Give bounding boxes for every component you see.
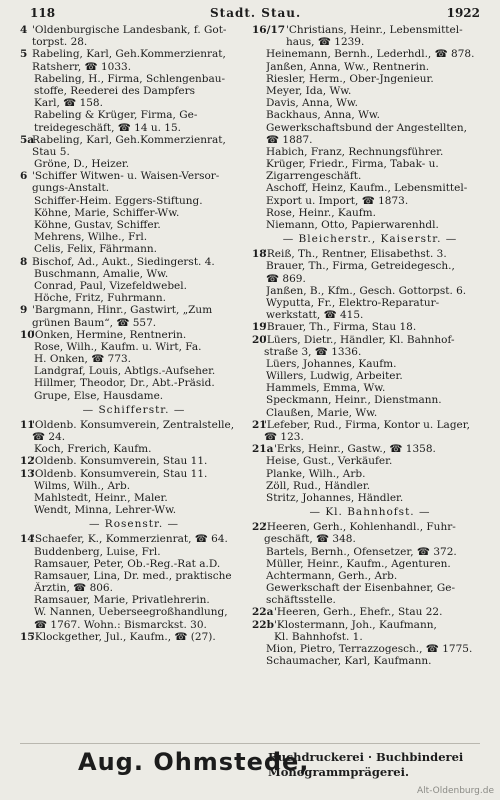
resident-list	[20, 268, 248, 305]
resident-line: 'Klockgether, Jul., Kaufm., ☎ (27).	[32, 630, 216, 643]
resident-line: 'Klostermann, Joh., Kaufmann,	[274, 618, 437, 631]
resident-line: gungs-Anstalt.	[32, 182, 110, 195]
resident-line: Ramsauer, Marie, Privatlehrerin.	[34, 594, 210, 607]
house-number: 21	[252, 418, 267, 431]
resident-line: stoffe, Reederei des Dampfers	[34, 84, 196, 97]
resident-line: Karl, ☎ 158.	[34, 97, 103, 110]
resident-line: Rabeling, Karl, Geh.Kommerzienrat,	[32, 48, 226, 61]
resident-line: Claußen, Marie, Ww.	[266, 406, 378, 419]
resident-line: Janßen, Anna, Ww., Rentnerin.	[266, 60, 430, 73]
house-entry	[20, 631, 248, 643]
footer-divider	[20, 743, 480, 744]
resident-line: Bischof, Ad., Aukt., Siedingerst. 4.	[32, 255, 215, 268]
resident-line: Ärztin, ☎ 806.	[34, 582, 113, 595]
resident-line: ☎ 123.	[264, 431, 304, 443]
resident-line: Backhaus, Anna, Ww.	[266, 109, 380, 122]
page-number: 118	[30, 6, 56, 20]
resident-line: 'Bargmann, Hinr., Gastwirt, „Zum	[32, 304, 213, 317]
resident-line: Gewerkschaft der Eisenbahner, Ge-	[266, 582, 456, 595]
resident-list	[252, 546, 488, 607]
resident-line: Achtermann, Gerh., Arb.	[266, 569, 398, 582]
resident-list	[20, 195, 248, 256]
resident-line: torpst. 28.	[32, 36, 88, 49]
resident-line: 'Christians, Heinr., Lebensmittel-	[286, 24, 463, 36]
resident-line: 'Onken, Hermine, Rentnerin.	[32, 328, 187, 341]
resident-line: Mion, Pietro, Terrazzogesch., ☎ 1775.	[266, 643, 473, 655]
house-entry	[20, 533, 248, 545]
house-number: 6	[20, 170, 28, 183]
resident-line: W. Nannen, Ueberseegroßhandlung,	[34, 606, 228, 619]
resident-list	[20, 546, 248, 631]
resident-line: Rabeling & Krüger, Firma, Ge-	[34, 109, 198, 122]
resident-line: ☎ 24.	[32, 431, 66, 443]
street-section-heading: — Kl. Bahnhofst. —	[309, 506, 431, 519]
resident-line: haus, ☎ 1239.	[286, 36, 365, 49]
resident-line: 'Reiß, Th., Rentner, Elisabethst. 3.	[264, 248, 447, 261]
resident-line: Wyputta, Fr., Elektro-Reparatur-	[266, 296, 440, 309]
resident-line: 'Brauer, Th., Firma, Stau 18.	[264, 321, 417, 334]
resident-line: 'Oldenb. Konsumverein, Stau 11.	[32, 467, 208, 480]
resident-line: Buschmann, Amalie, Ww.	[34, 267, 169, 280]
house-number: 9	[20, 304, 28, 317]
house-entry	[20, 48, 248, 72]
ad-brand: Aug. Ohmstede,	[78, 748, 310, 776]
house-number: 21a	[252, 443, 274, 456]
house-entry	[20, 256, 248, 268]
resident-line: Köhne, Marie, Schiffer-Ww.	[34, 206, 180, 219]
resident-list	[252, 358, 488, 419]
resident-line: Schaumacher, Karl, Kaufmann.	[266, 655, 432, 668]
resident-line: 'Lefeber, Rud., Firma, Kontor u. Lager,	[264, 418, 470, 431]
house-entry	[252, 24, 488, 48]
resident-line: Köhne, Gustav, Schiffer.	[34, 219, 161, 231]
advertisement-footer	[50, 748, 470, 788]
resident-line: Gröne, D., Heizer.	[34, 158, 130, 171]
resident-line: 'Oldenb. Konsumverein, Stau 11.	[32, 455, 208, 468]
resident-line: Stritz, Johannes, Händler.	[266, 491, 404, 504]
house-number: 22b	[252, 618, 274, 631]
resident-list	[252, 455, 488, 504]
house-number: 12	[20, 455, 35, 468]
house-number: 16/17	[252, 24, 286, 36]
resident-line: Habich, Franz, Rechnungsführer.	[266, 145, 444, 158]
ad-line-1: Buchdruckerei · Buchbinderei	[268, 750, 464, 764]
house-number: 11	[20, 418, 35, 431]
house-entry	[20, 170, 248, 194]
resident-line: 'Schiffer Witwen- u. Waisen-Versor-	[32, 170, 220, 183]
house-entry	[20, 419, 248, 443]
resident-line: ☎ 1887.	[266, 133, 313, 146]
house-number: 13	[20, 467, 35, 480]
resident-line: Zöll, Rud., Händler.	[266, 479, 371, 492]
resident-line: Müller, Heinr., Kaufm., Agenturen.	[266, 557, 451, 570]
house-number: 18	[252, 248, 267, 261]
resident-line: Ramsauer, Peter, Ob.-Reg.-Rat a.D.	[34, 557, 221, 570]
resident-line: H. Onken, ☎ 773.	[34, 353, 132, 366]
right-column	[252, 24, 488, 667]
resident-line: 'Oldenburgische Landesbank, f. Got-	[32, 24, 227, 36]
resident-line: Wendt, Minna, Lehrer-Ww.	[34, 504, 177, 517]
resident-line: Landgraf, Louis, Abtlgs.-Aufseher.	[34, 365, 216, 378]
resident-line: Ratsherr, ☎ 1033.	[32, 60, 132, 73]
resident-line: Brauer, Th., Firma, Getreidegesch.,	[266, 260, 455, 273]
resident-line: Gewerkschaftsbund der Angestellten,	[266, 121, 467, 134]
house-number: 4	[20, 24, 28, 36]
resident-line: 'Schaefer, K., Kommerzienrat, ☎ 64.	[32, 533, 228, 546]
resident-line: Hillmer, Theodor, Dr., Abt.-Präsid.	[34, 377, 215, 390]
resident-line: Mehrens, Wilhe., Frl.	[34, 231, 148, 244]
street-section-heading: — Bleicherstr., Kaiserstr. —	[282, 233, 458, 246]
resident-line: geschäft, ☎ 348.	[264, 533, 356, 546]
resident-list	[252, 48, 488, 231]
resident-line: Janßen, B., Kfm., Gesch. Gottorpst. 6.	[266, 284, 467, 297]
resident-line: Rabeling, H., Firma, Schlengenbau-	[34, 72, 226, 85]
resident-line: Bartels, Bernh., Ofensetzer, ☎ 372.	[266, 545, 457, 558]
resident-line: werkstatt, ☎ 415.	[266, 309, 364, 322]
house-number: 14	[20, 533, 35, 546]
house-entry	[252, 321, 488, 333]
resident-line: Rose, Wilh., Kaufm. u. Wirt, Fa.	[34, 340, 202, 353]
house-entry	[252, 606, 488, 618]
resident-line: Heise, Gust., Verkäufer.	[266, 455, 393, 468]
house-entry	[20, 329, 248, 341]
resident-line: Niemann, Otto, Papierwarenhdl.	[266, 219, 439, 231]
resident-line: Davis, Anna, Ww.	[266, 97, 358, 110]
resident-list	[20, 73, 248, 110]
resident-line: straße 3, ☎ 1336.	[264, 345, 362, 358]
resident-line: Stau 5.	[32, 145, 70, 158]
house-entry	[252, 521, 488, 545]
house-entry	[252, 334, 488, 358]
house-entry	[20, 468, 248, 480]
resident-line: Rose, Heinr., Kaufm.	[266, 206, 376, 219]
resident-list	[20, 341, 248, 402]
resident-line: Celis, Felix, Fährmann.	[34, 243, 157, 256]
resident-list	[20, 443, 248, 455]
resident-line: Planke, Wilh., Arb.	[266, 467, 366, 480]
resident-line: Riesler, Herm., Ober-Jngenieur.	[266, 72, 434, 85]
resident-line: Wilms, Wilh., Arb.	[34, 479, 131, 492]
street-section-heading: — Rosenstr. —	[88, 518, 180, 531]
resident-line: 'Erks, Heinr., Gastw., ☎ 1358.	[274, 443, 436, 456]
resident-line: Rabeling, Karl, Geh.Kommerzienrat,	[32, 133, 226, 146]
house-number: 22	[252, 521, 267, 534]
house-entry	[20, 304, 248, 328]
resident-line: Kl. Bahnhofst. 1.	[274, 630, 363, 643]
ad-line-2: Monogrammprägerei.	[268, 765, 409, 779]
resident-line: 'Lüers, Dietr., Händler, Kl. Bahnhof-	[264, 333, 455, 346]
resident-line: Meyer, Ida, Ww.	[266, 84, 352, 97]
page-header	[30, 6, 480, 24]
resident-line: ☎ 869.	[266, 272, 306, 285]
resident-line: Speckmann, Heinr., Dienstmann.	[266, 394, 442, 407]
resident-list	[20, 480, 248, 517]
street-section-heading: — Schifferstr. —	[82, 403, 186, 416]
house-number: 5a	[20, 133, 35, 146]
watermark: Alt-Oldenburg.de	[416, 786, 494, 796]
house-number: 22a	[252, 606, 274, 619]
resident-line: Ramsauer, Lina, Dr. med., praktische	[34, 569, 232, 582]
resident-line: Hammels, Emma, Ww.	[266, 382, 386, 395]
resident-line: schäftsstelle.	[266, 594, 336, 607]
resident-list	[20, 109, 248, 133]
house-entry	[252, 419, 488, 443]
resident-line: 'Oldenb. Konsumverein, Zentralstelle,	[32, 418, 235, 431]
page-title: Stadt. Stau.	[210, 6, 302, 20]
resident-line: Export u. Import, ☎ 1873.	[266, 194, 409, 207]
resident-line: Schiffer-Heim. Eggers-Stiftung.	[34, 194, 203, 207]
resident-line: Höche, Fritz, Fuhrmann.	[34, 292, 167, 305]
year: 1922	[446, 6, 480, 20]
house-number: 19	[252, 321, 267, 334]
house-number: 10	[20, 328, 35, 341]
resident-line: Mahlstedt, Heinr., Maler.	[34, 491, 168, 504]
house-entry	[252, 248, 488, 260]
house-entry	[20, 455, 248, 467]
resident-line: Heinemann, Bernh., Lederhdl., ☎ 878.	[266, 48, 475, 61]
resident-list	[252, 643, 488, 667]
resident-list	[252, 260, 488, 321]
house-entry	[20, 134, 248, 158]
house-entry	[252, 443, 488, 455]
house-number: 8	[20, 255, 28, 268]
house-number: 15	[20, 630, 35, 643]
resident-line: Koch, Frerich, Kaufm.	[34, 443, 152, 456]
resident-line: grünen Baum“, ☎ 557.	[32, 316, 157, 329]
house-entry	[252, 619, 488, 643]
house-entry	[20, 24, 248, 48]
resident-line: Zigarrengeschäft.	[266, 170, 362, 183]
resident-list	[20, 158, 248, 170]
resident-line: 'Heeren, Gerh., Kohlenhandl., Fuhr-	[264, 521, 456, 534]
resident-line: ☎ 1767. Wohn.: Bismarckst. 30.	[34, 618, 207, 631]
resident-line: 'Heeren, Gerh., Ehefr., Stau 22.	[274, 606, 443, 619]
house-number: 5	[20, 48, 28, 61]
resident-line: treidegeschäft, ☎ 14 u. 15.	[34, 121, 182, 134]
resident-line: Grupe, Else, Hausdame.	[34, 389, 164, 402]
left-column	[20, 24, 248, 643]
resident-line: Krüger, Friedr., Firma, Tabak- u.	[266, 158, 439, 171]
resident-line: Conrad, Paul, Vizefeldwebel.	[34, 279, 187, 292]
resident-line: Willers, Ludwig, Arbeiter.	[266, 370, 403, 383]
resident-line: Lüers, Johannes, Kaufm.	[266, 357, 397, 370]
resident-line: Aschoff, Heinz, Kaufm., Lebensmittel-	[266, 182, 468, 195]
resident-line: Buddenberg, Luise, Frl.	[34, 545, 161, 558]
house-number: 20	[252, 333, 267, 346]
